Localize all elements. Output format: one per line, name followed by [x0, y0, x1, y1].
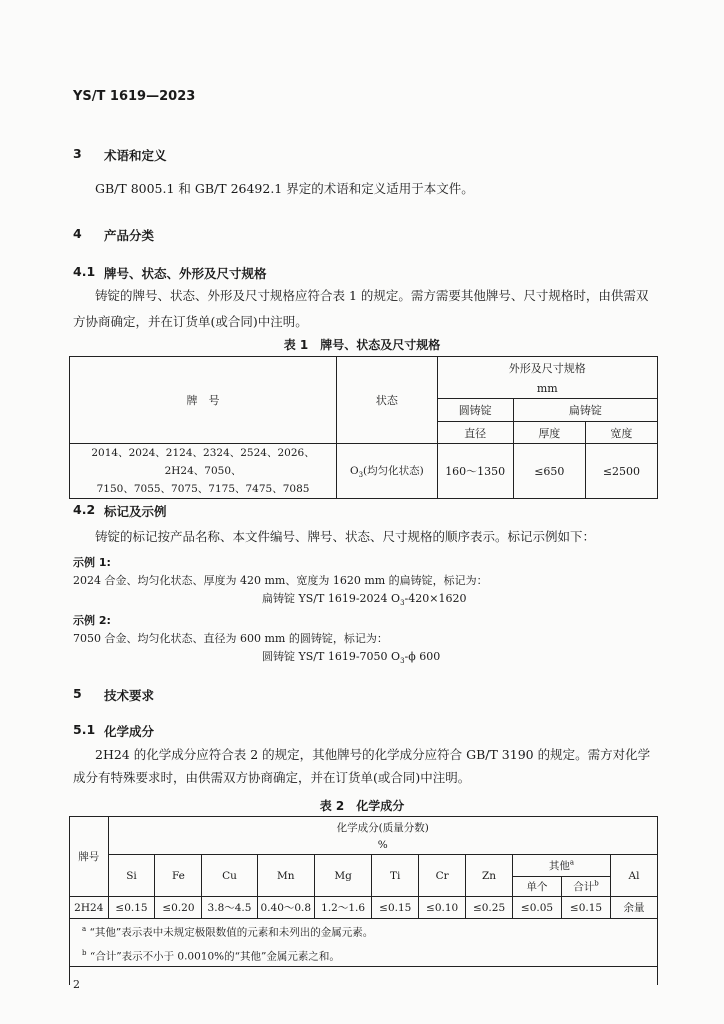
temper-subscript: 3 — [358, 471, 364, 480]
example-1-mark — [262, 590, 466, 607]
table-1-header-diameter: 直径 — [437, 422, 513, 444]
standard-number: YS/T 1619—2023 — [73, 89, 196, 104]
table-1-caption: 表 1 牌号、状态及尺寸规格 — [283, 338, 441, 352]
table-1-header-width: 宽度 — [585, 422, 657, 444]
example-2-mark — [262, 648, 440, 665]
table-2-header-fe: Fe — [155, 855, 202, 897]
section-3-text: GB/T 8005.1 和 GB/T 26492.1 界定的术语和定义适用于本文件。 — [95, 181, 474, 196]
table-2-caption: 表 2 化学成分 — [319, 799, 405, 813]
footnote-a-mark: a — [82, 925, 87, 933]
example-1-mark-main: 扁铸锭 YS/T 1619-2024 O — [262, 592, 401, 605]
section-5-1-text-line1: 2H24 的化学成分应符合表 2 的规定，其他牌号的化学成分应符合 GB/T 3190 的规定。需方对化学 — [95, 747, 651, 762]
table-2-header-total-label: 合计 — [573, 881, 595, 893]
example-1-text: 2024 合金、均匀化状态、厚度为 420 mm、宽度为 1620 mm 的扁铸锭，标记为： — [73, 574, 488, 587]
example-1-mark-sub: 3 — [400, 599, 405, 608]
table-row — [70, 897, 658, 919]
table-1-cell-width: ≤2500 — [585, 444, 657, 499]
section-4-2-number: 4.2 — [73, 502, 96, 517]
table-2-header-si: Si — [108, 855, 155, 897]
section-4-2-text: 铸锭的标记按产品名称、本文件编号、牌号、状态、尺寸规格的顺序表示。标记示例如下： — [95, 529, 596, 544]
table-1 — [69, 356, 658, 499]
table-2-header-zn: Zn — [466, 855, 513, 897]
table-1-cell-diameter: 160～1350 — [437, 444, 513, 499]
footnote-b-mark: b — [82, 948, 87, 957]
section-5-number: 5 — [73, 686, 82, 701]
table-2-header-cu: Cu — [202, 855, 257, 897]
table-2-header-other-label: 其他 — [548, 860, 570, 872]
section-4-2-title: 标记及示例 — [104, 504, 167, 519]
footnote-b — [82, 943, 655, 967]
section-5-title: 技术要求 — [104, 688, 155, 703]
table-2-cell-zn: ≤0.25 — [466, 897, 513, 919]
table-2-footnotes — [70, 919, 658, 967]
table-2-cell-si: ≤0.15 — [108, 897, 155, 919]
table-2-cell-cu: 3.8～4.5 — [202, 897, 257, 919]
example-2-mark-sub: 3 — [400, 657, 405, 666]
table-2-header-composition-label: 化学成分(质量分数) — [336, 822, 429, 834]
example-2-mark-main: 圆铸锭 YS/T 1619-7050 O — [262, 650, 401, 663]
table-2-cell-grade: 2H24 — [70, 897, 109, 919]
section-4-title: 产品分类 — [104, 228, 155, 243]
temper-symbol: O — [349, 464, 359, 477]
table-2-header-other — [513, 855, 611, 877]
example-2-text: 7050 合金、均匀化状态、直径为 600 mm 的圆铸锭，标记为： — [73, 632, 388, 645]
temper-note: (均匀化状态) — [363, 464, 424, 477]
table-2-cell-fe: ≤0.20 — [155, 897, 202, 919]
table-2-header-mg: Mg — [314, 855, 371, 897]
table-2-header-grade: 牌号 — [70, 817, 109, 897]
table-2-cell-al: 余量 — [611, 897, 658, 919]
table-1-cell-thickness: ≤650 — [513, 444, 585, 499]
table-1-header-flat: 扁铸锭 — [513, 399, 657, 422]
footnote-a-text: “其他”表示表中未规定极限数值的元素和未列出的金属元素。 — [89, 926, 374, 939]
table-1-header-shape — [437, 357, 657, 399]
table-1-grades-line1: 2014、2024、2124、2324、2524、2026、2H24、7050、 — [91, 447, 315, 477]
table-2-header-al: Al — [611, 855, 658, 897]
table-2-cell-single: ≤0.05 — [513, 897, 562, 919]
section-5-1-text-line2: 成分有特殊要求时，由供需双方协商确定，并在订货单(或合同)中注明。 — [73, 770, 471, 785]
table-1-cell-temper — [337, 444, 438, 499]
example-2-mark-size: -ϕ 600 — [404, 650, 441, 663]
footnote-a-ref: a — [569, 858, 575, 867]
table-1-header-temper: 状态 — [337, 357, 438, 444]
table-2-header-ti: Ti — [372, 855, 419, 897]
section-3-number: 3 — [73, 146, 82, 161]
section-4-1-number: 4.1 — [73, 264, 96, 279]
section-4-1-title: 牌号、状态、外形及尺寸规格 — [104, 266, 267, 281]
table-1-header-grade: 牌 号 — [70, 357, 337, 444]
table-2 — [69, 816, 658, 985]
table-2-cell-cr: ≤0.10 — [419, 897, 466, 919]
example-1-mark-size: -420×1620 — [404, 592, 467, 605]
table-2-header-cr: Cr — [419, 855, 466, 897]
table-1-header-round: 圆铸锭 — [437, 399, 513, 422]
page-number: 2 — [73, 978, 80, 991]
table-1-header-unit: mm — [536, 382, 558, 395]
table-2-cell-ti: ≤0.15 — [372, 897, 419, 919]
section-4-1-text-line2: 方协商确定，并在订货单(或合同)中注明。 — [73, 314, 308, 329]
footnote-b-text: “合计”表示不小于 0.0010%的“其他”金属元素之和。 — [89, 950, 340, 962]
table-2-header-mn: Mn — [257, 855, 314, 897]
table-2-cell-mn: 0.40～0.8 — [257, 897, 314, 919]
table-2-bottom-spacer — [70, 967, 658, 985]
table-1-header-shape-label: 外形及尺寸规格 — [508, 362, 586, 375]
footnote-a — [82, 919, 655, 943]
table-2-header-unit: % — [377, 839, 388, 851]
example-2-label: 示例 2: — [73, 614, 111, 627]
section-5-1-title: 化学成分 — [104, 724, 155, 739]
table-1-cell-grades — [70, 444, 337, 499]
table-2-cell-mg: 1.2～1.6 — [314, 897, 371, 919]
table-1-header-thickness: 厚度 — [513, 422, 585, 444]
footnote-b-ref: b — [594, 879, 599, 888]
example-1-label: 示例 1: — [73, 556, 111, 569]
section-4-1-text-line1: 铸锭的牌号、状态、外形及尺寸规格应符合表 1 的规定。需方需要其他牌号、尺寸规格时，由供需双 — [95, 288, 649, 303]
table-1-grades-line2: 7150、7055、7075、7175、7475、7085 — [96, 483, 310, 495]
section-3-title: 术语和定义 — [104, 148, 167, 163]
table-2-cell-total: ≤0.15 — [562, 897, 611, 919]
table-2-header-total — [562, 877, 611, 897]
section-5-1-number: 5.1 — [73, 722, 96, 737]
table-2-header-composition — [108, 817, 657, 855]
section-4-number: 4 — [73, 226, 82, 241]
table-2-header-single: 单个 — [513, 877, 562, 897]
